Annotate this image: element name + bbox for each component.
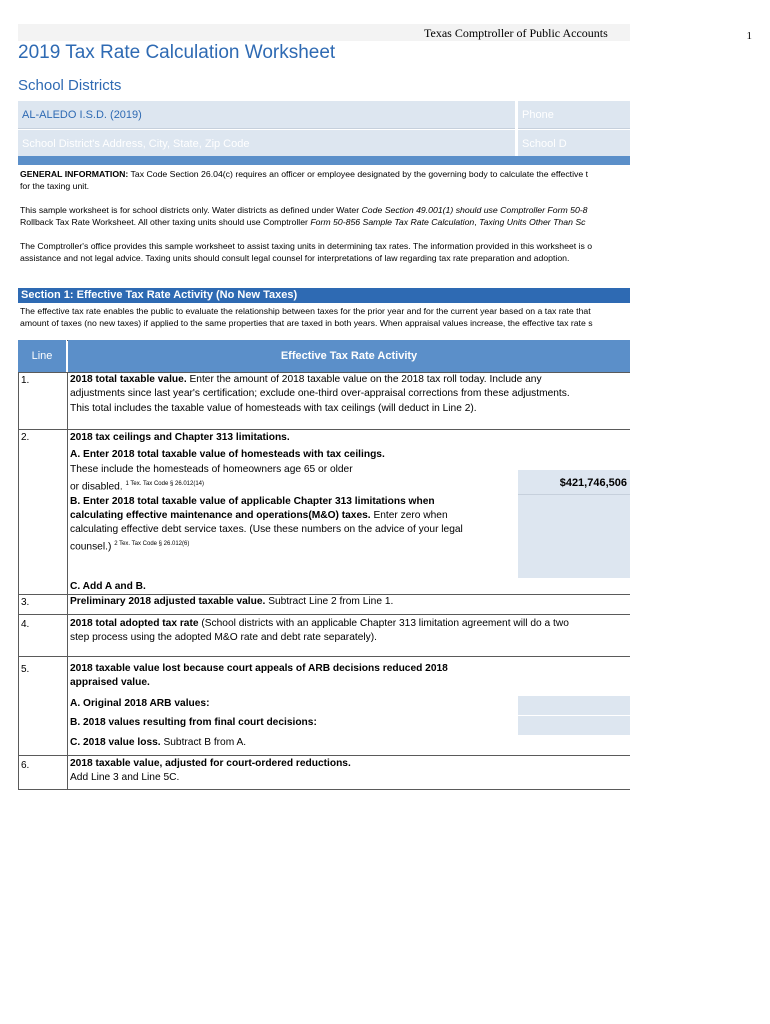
line-2b-desc-3: calculating effective debt service taxes. (Use these numbers on the advice of your legal bbox=[70, 524, 463, 536]
line-4-row-1 bbox=[70, 617, 625, 631]
line-6-title-text: 2018 taxable value, adjusted for court-ordered reductions. bbox=[70, 758, 351, 769]
taxing-units-ref: Taxing Units Other Than Sc bbox=[479, 217, 586, 227]
column-header-line: Line bbox=[18, 340, 67, 372]
line-2b-desc-2: Enter zero when bbox=[370, 509, 448, 521]
general-info-line-2: for the taxing unit. bbox=[20, 181, 90, 191]
line-4-desc-1: (School districts with an applicable Chapter 313 limitation agreement will do a two bbox=[198, 618, 569, 629]
school-district-field[interactable]: School D bbox=[518, 130, 630, 158]
line-2b-title-1-text: B. Enter 2018 total taxable value of applicable Chapter 313 limitations when bbox=[70, 495, 435, 507]
line-1-desc-3: This total includes the taxable value of homesteads with tax ceilings (will deduct in Line 2). bbox=[70, 402, 477, 414]
water-district-line-1 bbox=[20, 204, 629, 216]
line-2b-desc-4: counsel.) bbox=[70, 541, 112, 553]
page-number: 1 bbox=[746, 30, 752, 42]
water-text-a: This sample worksheet is for school districts only. Water districts as defined under Water bbox=[20, 205, 362, 215]
line-2-number: 2. bbox=[21, 432, 30, 443]
line-4-text bbox=[70, 617, 625, 646]
water-text-b: Rollback Tax Rate Worksheet. All other taxing units should use Comptroller bbox=[20, 217, 311, 227]
line-5-title-1-text: 2018 taxable value lost because court appeals of ARB decisions reduced 2018 bbox=[70, 663, 448, 674]
line-2b-desc-4-row bbox=[70, 537, 625, 555]
general-info-line-1 bbox=[20, 168, 629, 180]
address-field[interactable]: School District's Address, City, State, Zip Code bbox=[18, 130, 515, 158]
page-subtitle: School Districts bbox=[18, 77, 122, 94]
line-6-text bbox=[70, 757, 625, 786]
line-3-desc: Subtract Line 2 from Line 1. bbox=[265, 596, 394, 607]
line-5-title-1 bbox=[70, 662, 625, 676]
line-6-title bbox=[70, 757, 625, 771]
section-1-desc-line-1: The effective tax rate enables the public to evaluate the relationship between taxes for the prior year and for the current year based on a tax rate that bbox=[20, 306, 591, 316]
line-2b-title-2: calculating effective maintenance and operations(M&O) taxes. bbox=[70, 509, 371, 521]
line-5-number: 5. bbox=[21, 664, 30, 675]
district-name-field[interactable]: AL-ALEDO I.S.D. (2019) bbox=[18, 101, 515, 129]
general-info-label: GENERAL INFORMATION: bbox=[20, 169, 129, 179]
line-5c-desc: Subtract B from A. bbox=[160, 737, 247, 748]
line-3-number: 3. bbox=[21, 597, 30, 608]
line-5a-text bbox=[70, 697, 625, 711]
line-2b-row-2 bbox=[70, 509, 625, 523]
line-3-title: Preliminary 2018 adjusted taxable value. bbox=[70, 596, 266, 607]
line-2-title-text: 2018 tax ceilings and Chapter 313 limitations. bbox=[70, 432, 290, 443]
line-6-number: 6. bbox=[21, 760, 30, 771]
footnote-2: 2 Tex. Tax Code § 26.012(6) bbox=[114, 541, 190, 548]
column-header-activity: Effective Tax Rate Activity bbox=[68, 340, 630, 372]
water-district-line-2 bbox=[20, 216, 629, 228]
line-3-text bbox=[70, 595, 625, 609]
page-title: 2019 Tax Rate Calculation Worksheet bbox=[18, 42, 336, 63]
header-divider bbox=[18, 156, 630, 165]
line-1-title: 2018 total taxable value. bbox=[70, 374, 187, 385]
line-2a-title bbox=[70, 448, 625, 462]
line-2-text bbox=[70, 431, 625, 555]
line-2c-text bbox=[70, 580, 625, 594]
water-code-ref: Code Section 49.001(1) should use Comptroller Form 50-8 bbox=[361, 205, 588, 215]
line-4-number: 4. bbox=[21, 619, 30, 630]
line-5c-text bbox=[70, 736, 625, 750]
line-5-text bbox=[70, 662, 625, 691]
row-divider bbox=[18, 429, 630, 430]
line-2a-value: $421,746,506 bbox=[559, 477, 627, 489]
line-4-title: 2018 total adopted tax rate bbox=[70, 618, 199, 629]
line-1-text bbox=[70, 373, 625, 416]
line-5-title-2 bbox=[70, 676, 625, 690]
line-5b-label: B. 2018 values resulting from final court decisions: bbox=[70, 717, 317, 728]
footnote-1: 1 Tex. Tax Code § 26.012(14) bbox=[125, 480, 205, 487]
line-1-desc-1: Enter the amount of 2018 taxable value on the 2018 tax roll today. Include any bbox=[186, 374, 542, 385]
line-2-title bbox=[70, 431, 625, 445]
line-2c-title: C. Add A and B. bbox=[70, 581, 146, 592]
comptroller-note-line-1: The Comptroller's office provides this sample worksheet to assist taxing units in determining tax rates. The information provided in this worksheet is o bbox=[20, 241, 593, 251]
line-2a-title-text: A. Enter 2018 total taxable value of homesteads with tax ceilings. bbox=[70, 449, 385, 461]
line-1-row-1 bbox=[70, 373, 625, 387]
comptroller-note-line-2: assistance and not legal advice. Taxing units should consult legal counsel for interpretations of law regarding tax rate preparation and adoption. bbox=[20, 253, 570, 263]
line-5a-label: A. Original 2018 ARB values: bbox=[70, 698, 210, 709]
section-1-header: Section 1: Effective Tax Rate Activity (No New Taxes) bbox=[18, 288, 630, 303]
agency-name: Texas Comptroller of Public Accounts bbox=[424, 26, 608, 40]
section-1-desc-line-2: amount of taxes (no new taxes) if applied to the same properties that are taxed in both years. When appraisal values increase, the effective tax rate s bbox=[20, 318, 593, 328]
line-2b-title-1 bbox=[70, 495, 625, 509]
line-6-desc: Add Line 3 and Line 5C. bbox=[70, 772, 180, 784]
row-divider bbox=[18, 656, 630, 657]
form-50-856-ref: Form 50-856 Sample Tax Rate Calculation bbox=[310, 217, 475, 227]
line-4-desc-2: step process using the adopted M&O rate and debt rate separately). bbox=[70, 632, 377, 644]
line-5b-text bbox=[70, 716, 625, 730]
water-comma: , bbox=[474, 217, 480, 227]
line-1-desc-2: adjustments since last year's certification; exclude one-third over-appraisal corrections from these adjustments. bbox=[70, 388, 570, 400]
column-divider bbox=[67, 372, 68, 790]
line-5c-title: C. 2018 value loss. bbox=[70, 737, 161, 748]
row-divider bbox=[18, 755, 630, 756]
line-5-title-2-text: appraised value. bbox=[70, 677, 150, 689]
line-2a-desc-2: or disabled. bbox=[70, 481, 123, 493]
line-2a-desc-2-row bbox=[70, 477, 625, 495]
line-2a-desc-1: These include the homesteads of homeowners age 65 or older bbox=[70, 463, 353, 475]
general-info-text: Tax Code Section 26.04(c) requires an officer or employee designated by the governing body to calculate the effective t bbox=[128, 169, 589, 179]
phone-field[interactable]: Phone bbox=[518, 101, 630, 129]
row-divider bbox=[18, 614, 630, 615]
line-1-number: 1. bbox=[21, 375, 30, 386]
